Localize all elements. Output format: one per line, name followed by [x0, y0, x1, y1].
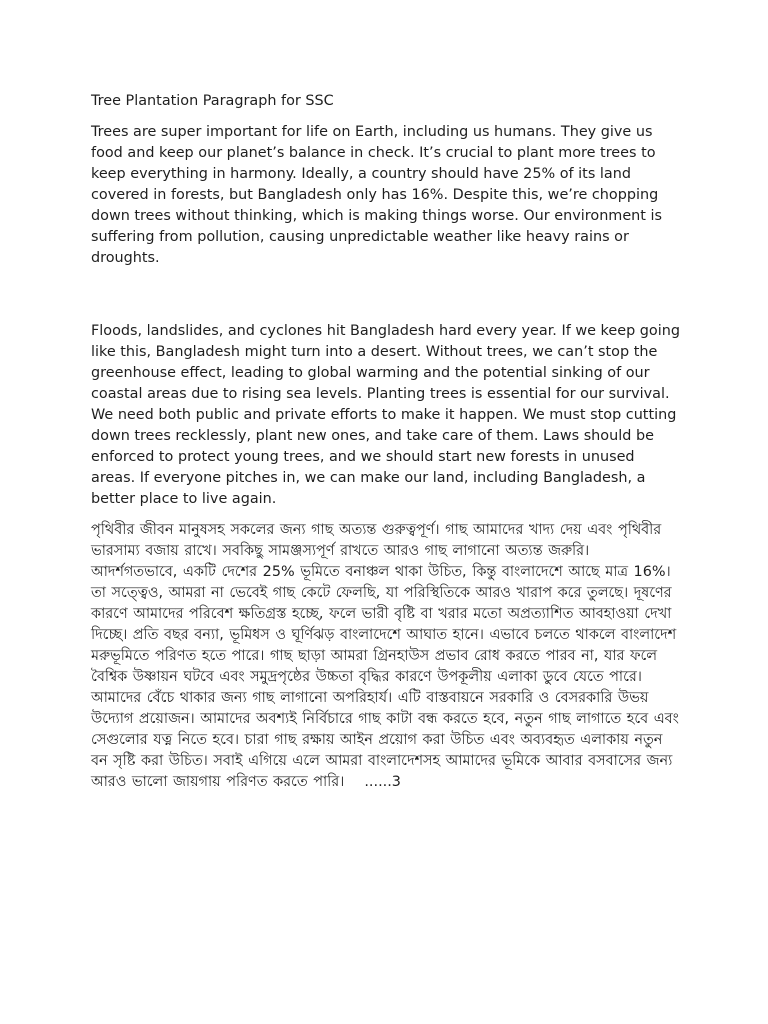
document-title: Tree Plantation Paragraph for SSC — [91, 93, 334, 109]
paragraph-english-1: Trees are super important for life on Earth, including us humans. They give us food and keep our planet’s balance in check. It’s crucial to plant more trees to keep everything in harmony. Ideally, a country should have 25% of its land covered in forests, but Bangladesh only has 16%. Despite this, we’re chopping down trees without thinking, which is making things worse. Our environment is suffering from pollution, causing unpredictable weather like heavy rains or droughts. — [91, 124, 663, 266]
document-body — [91, 91, 681, 793]
paragraph-english-2: Floods, landslides, and cyclones hit Bangladesh hard every year. If we keep going like this, Bangladesh might turn into a desert. Without trees, we can’t stop the greenhouse effect, leading to global warming and the potential sinking of our coastal areas due to rising sea levels. Planting trees is essential for our survival. We need both public and private efforts to make it happen. We must stop cutting down trees recklessly, plant new ones, and take care of them. Laws should be enforced to protect young trees, and we should start new forests in unused areas. If everyone pitches in, we can make our land, including Bangladesh, a better place to live again. — [91, 323, 680, 507]
continuation-marker: ......3 — [364, 774, 401, 790]
paragraph-bangla-text: পৃথিবীর জীবন মানুষসহ সকলের জন্য গাছ অত্যন্ত গুরুত্বপূর্ণ। গাছ আমাদের খাদ্য দেয় এবং পৃথিবীর ভারসাম্য বজায় রাখে। সবকিছু সামঞ্জস্যপূর্ণ রাখতে আরও গাছ লাগানো অত্যন্ত জরুরি। আদর্শগতভাবে, একটি দেশের 25% ভূমিতে বনাঞ্চল থাকা উচিত, কিন্তু বাংলাদেশে আছে মাত্র 16%। তা সত্ত্বেও, আমরা না ভেবেই গাছ কেটে ফেলছি, যা পরিস্থিতিকে আরও খারাপ করে তুলছে। দূষণের কারণে আমাদের পরিবেশ ক্ষতিগ্রস্ত হচ্ছে, ফলে ভারী বৃষ্টি বা খরার মতো অপ্রত্যাশিত আবহাওয়া দেখা দিচ্ছে। প্রতি বছর বন্যা, ভূমিধস ও ঘূর্ণিঝড় বাংলাদেশে আঘাত হানে। এভাবে চলতে থাকলে বাংলাদেশ মরুভূমিতে পরিণত হতে পারে। গাছ ছাড়া আমরা গ্রিনহাউস প্রভাব রোধ করতে পারব না, যার ফলে বৈশ্বিক উষ্ণায়ন ঘটবে এবং সমুদ্রপৃষ্ঠের উচ্চতা বৃদ্ধির কারণে উপকূলীয় এলাকা ডুবে যেতে পারে। আমাদের বেঁচে থাকার জন্য গাছ লাগানো অপরিহার্য। এটি বাস্তবায়নে সরকারি ও বেসরকারি উভয় উদ্যোগ প্রয়োজন। আমাদের অবশ্যই নির্বিচারে গাছ কাটা বন্ধ করতে হবে, নতুন গাছ লাগাতে হবে এবং সেগুলোর যত্ন নিতে হবে। চারা গাছ রক্ষায় আইন প্রয়োগ করা উচিত এবং অব্যবহৃত এলাকায় নতুন বন সৃষ্টি করা উচিত। সবাই এগিয়ে এলে আমরা বাংলাদেশসহ আমাদের ভূমিকে আবার বসবাসের জন্য আরও ভালো জায়গায় পরিণত করতে পারি। — [91, 522, 679, 790]
paragraph-bangla — [91, 520, 681, 793]
paragraph-spacer — [91, 269, 681, 321]
